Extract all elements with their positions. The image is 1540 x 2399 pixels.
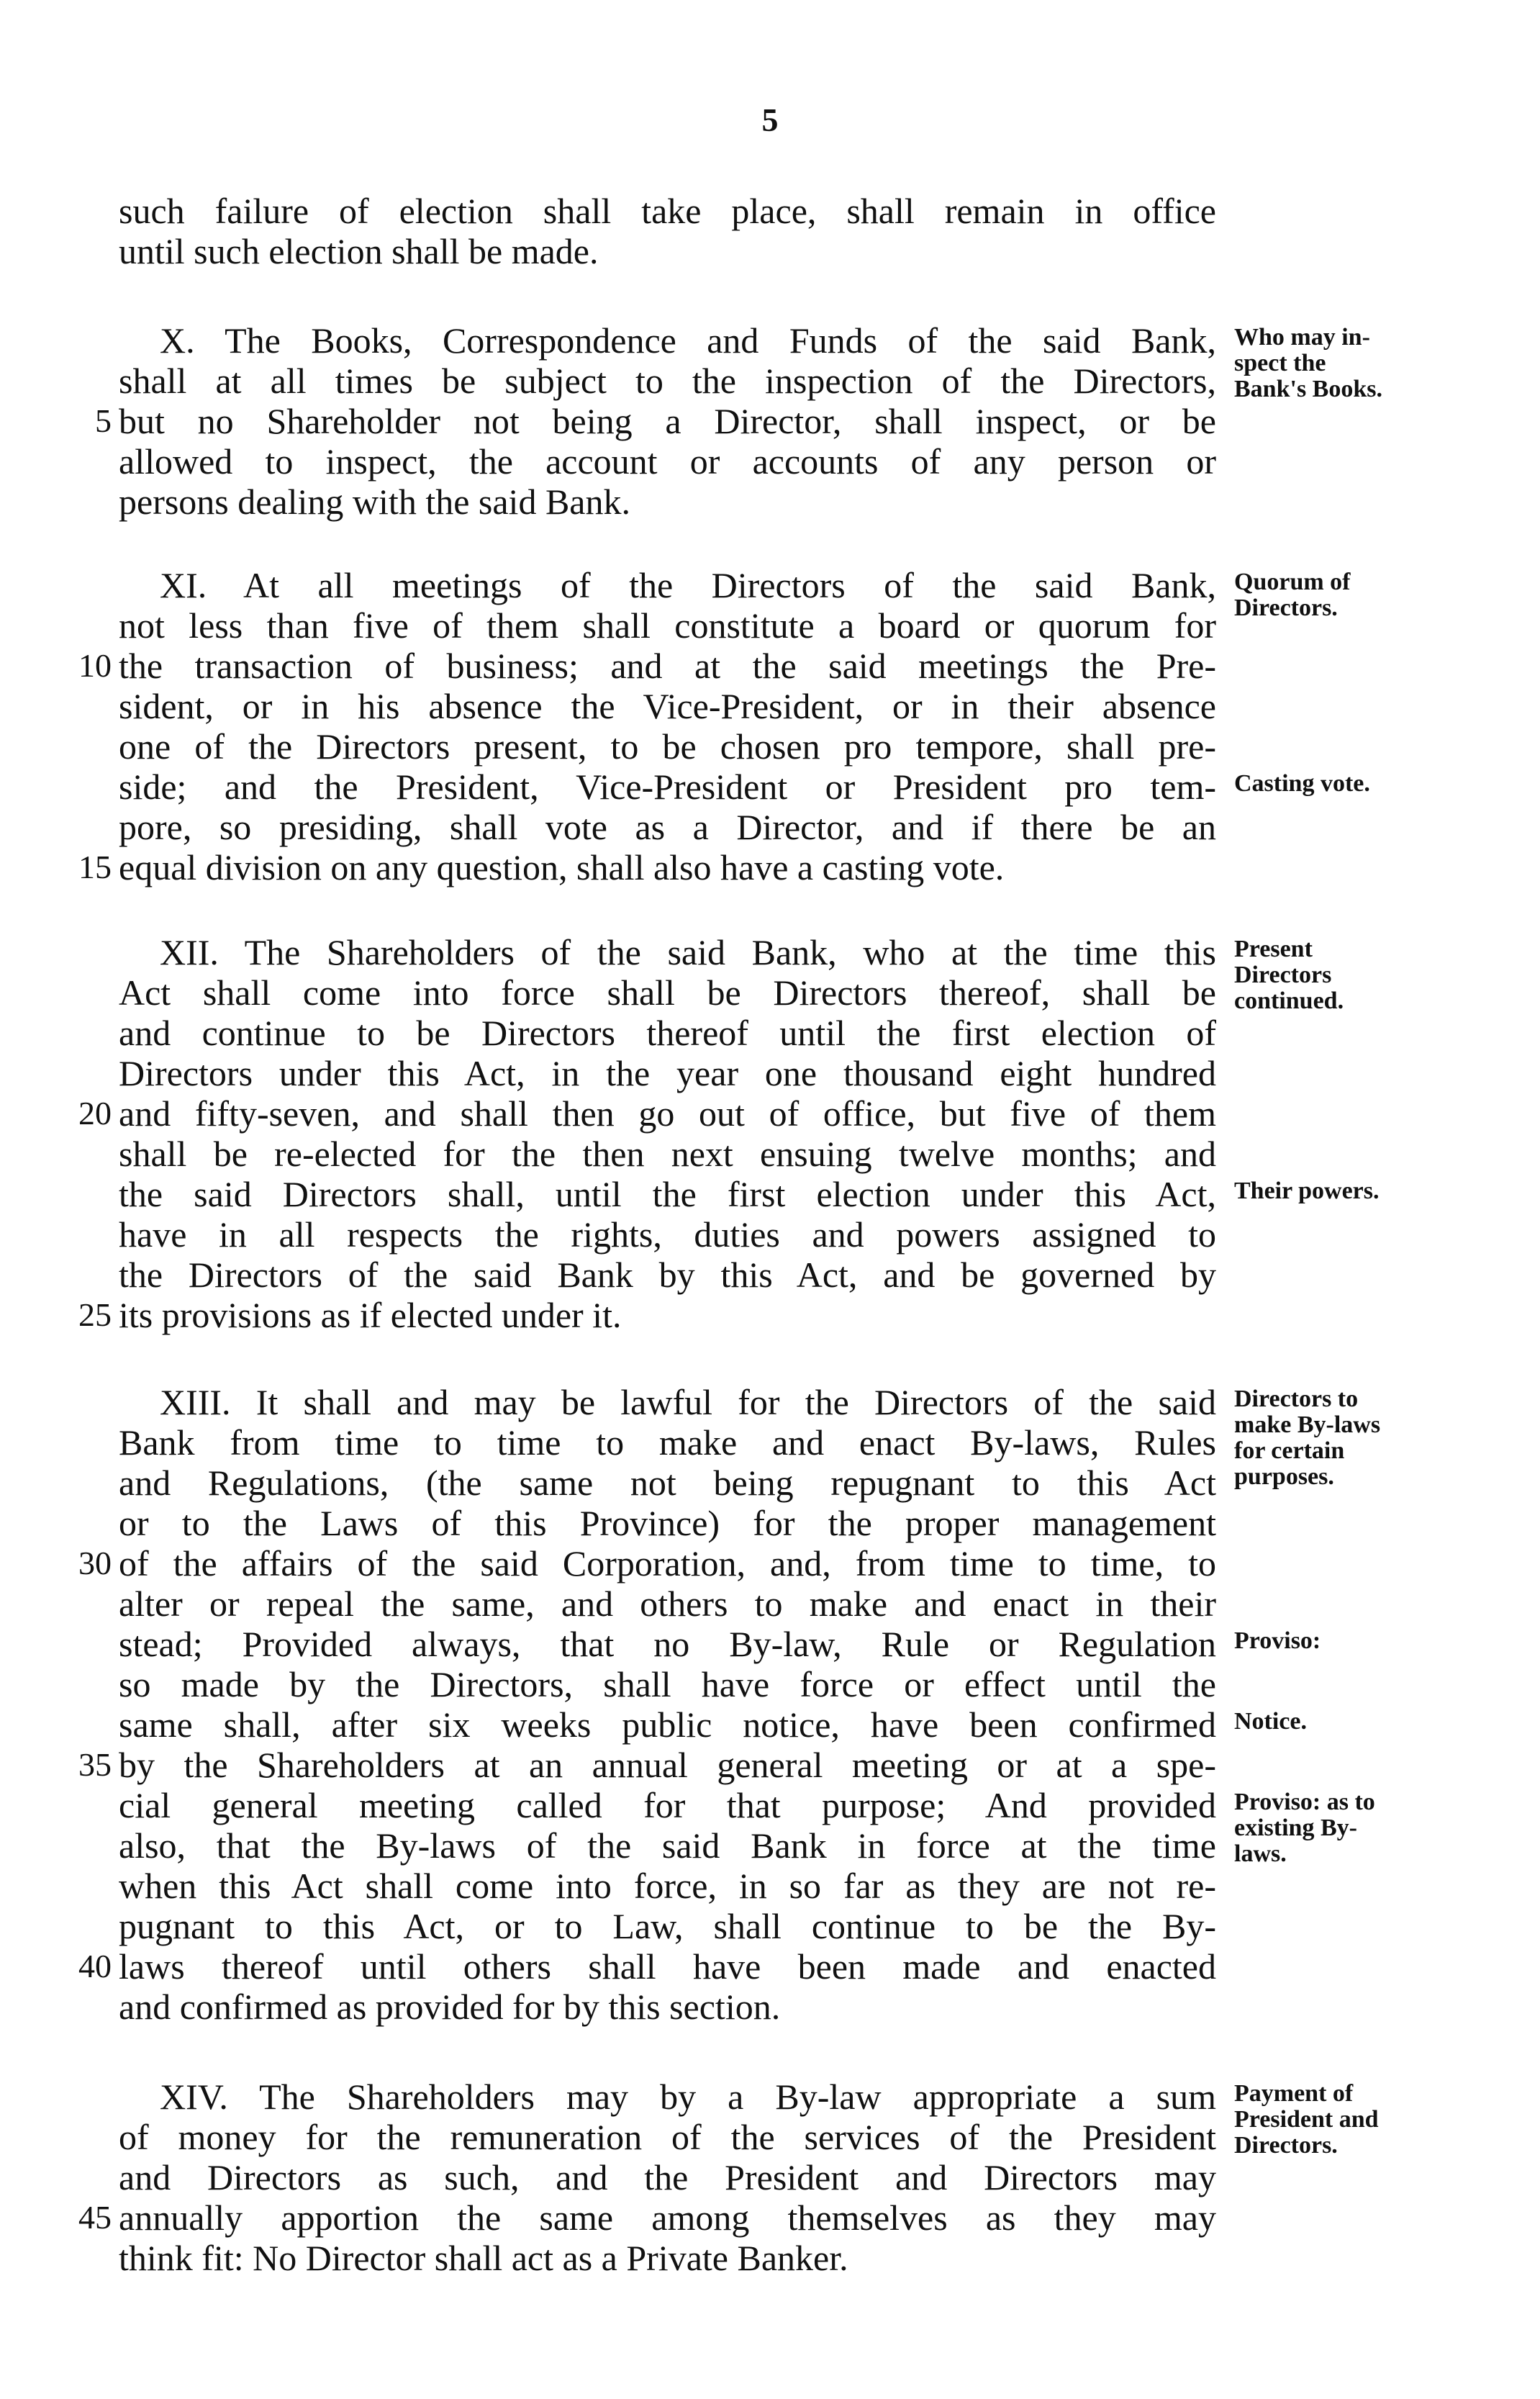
text-line: Directors under this Act, in the year one thousand eight hundred xyxy=(119,1053,1216,1093)
text-line: allowed to inspect, the account or accounts of any person or xyxy=(119,441,1216,482)
text-line: XI. At all meetings of the Directors of the said Bank, xyxy=(160,565,1216,605)
text-line: and confirmed as provided for by this section. xyxy=(119,1987,781,2027)
text-line: of money for the remuneration of the services of the President xyxy=(119,2117,1216,2157)
text-line: pore, so presiding, shall vote as a Director, and if there be an xyxy=(119,807,1216,847)
text-line: Bank from time to time to make and enact By-laws, Rules xyxy=(119,1422,1216,1463)
text-line: stead; Provided always, that no By-law, Rule or Regulation xyxy=(119,1624,1216,1664)
text-line: one of the Directors present, to be chosen pro tempore, shall pre- xyxy=(119,726,1216,767)
text-line: equal division on any question, shall also have a casting vote. xyxy=(119,847,1005,887)
margin-note: Casting vote. xyxy=(1234,770,1370,797)
text-line: laws thereof until others shall have been made and enacted xyxy=(119,1946,1216,1987)
line-number: 15 xyxy=(78,849,112,885)
text-line: until such election shall be made. xyxy=(119,231,599,271)
text-line: annually apportion the same among themselves as they may xyxy=(119,2197,1216,2238)
text-line: so made by the Directors, shall have force or effect until the xyxy=(119,1664,1216,1704)
margin-note: Their powers. xyxy=(1234,1178,1380,1204)
text-line: Act shall come into force shall be Directors thereof, shall be xyxy=(119,972,1216,1013)
line-number: 5 xyxy=(95,402,112,439)
text-line: persons dealing with the said Bank. xyxy=(119,482,630,522)
margin-note: Directors to make By-laws for certain purposes. xyxy=(1234,1386,1381,1490)
text-line: XIII. It shall and may be lawful for the Directors of the said xyxy=(160,1382,1216,1422)
text-line: shall at all times be subject to the inspection of the Directors, xyxy=(119,361,1216,401)
margin-note: Payment of President and Directors. xyxy=(1234,2080,1379,2159)
text-line: by the Shareholders at an annual general meeting or at a spe- xyxy=(119,1745,1216,1785)
line-number: 30 xyxy=(78,1545,112,1581)
text-line: the said Directors shall, until the first election under this Act, xyxy=(119,1174,1216,1214)
text-line: also, that the By-laws of the said Bank in force at the time xyxy=(119,1825,1216,1866)
text-line: side; and the President, Vice-President or President pro tem- xyxy=(119,767,1216,807)
text-line: of the affairs of the said Corporation, and, from time to time, to xyxy=(119,1543,1216,1583)
text-line: the transaction of business; and at the said meetings the Pre- xyxy=(119,646,1216,686)
margin-note: Proviso: xyxy=(1234,1627,1321,1654)
text-line: XIV. The Shareholders may by a By-law appropriate a sum xyxy=(160,2077,1216,2117)
text-line: and continue to be Directors thereof until the first election of xyxy=(119,1013,1216,1053)
text-line: alter or repeal the same, and others to make and enact in their xyxy=(119,1583,1216,1624)
text-line: cial general meeting called for that purpose; And provided xyxy=(119,1785,1216,1825)
text-line: such failure of election shall take place, shall remain in office xyxy=(119,191,1216,231)
text-line: when this Act shall come into force, in so far as they are not re- xyxy=(119,1866,1216,1906)
line-number: 10 xyxy=(78,647,112,684)
text-line: and Directors as such, and the President and Directors may xyxy=(119,2157,1216,2197)
line-number: 35 xyxy=(78,1746,112,1783)
margin-note: Notice. xyxy=(1234,1708,1308,1735)
text-line: its provisions as if elected under it. xyxy=(119,1295,622,1335)
text-line: X. The Books, Correspondence and Funds of the said Bank, xyxy=(160,320,1216,361)
text-line: pugnant to this Act, or to Law, shall continue to be the By- xyxy=(119,1906,1216,1946)
text-line: but no Shareholder not being a Director, shall inspect, or be xyxy=(119,401,1216,441)
text-line: the Directors of the said Bank by this Act, and be governed by xyxy=(119,1255,1216,1295)
text-line: XII. The Shareholders of the said Bank, who at the time this xyxy=(160,932,1216,972)
text-line: not less than five of them shall constitute a board or quorum for xyxy=(119,605,1216,646)
text-line: same shall, after six weeks public notice, have been confirmed xyxy=(119,1704,1216,1745)
text-line: sident, or in his absence the Vice-President, or in their absence xyxy=(119,686,1216,726)
margin-note: Who may in- spect the Bank's Books. xyxy=(1234,324,1382,402)
text-line: think fit: No Director shall act as a Private Banker. xyxy=(119,2238,848,2278)
margin-note: Quorum of Directors. xyxy=(1234,569,1351,621)
line-number: 45 xyxy=(78,2199,112,2236)
text-line: and fifty-seven, and shall then go out of office, but five of them xyxy=(119,1093,1216,1134)
line-number: 40 xyxy=(78,1948,112,1984)
margin-note: Proviso: as to existing By- laws. xyxy=(1234,1789,1375,1867)
text-line: shall be re-elected for the then next ensuing twelve months; and xyxy=(119,1134,1216,1174)
margin-note: Present Directors continued. xyxy=(1234,936,1344,1014)
text-line: have in all respects the rights, duties and powers assigned to xyxy=(119,1214,1216,1255)
page-number: 5 xyxy=(761,101,779,138)
text-line: or to the Laws of this Province) for the proper management xyxy=(119,1503,1216,1543)
text-line: and Regulations, (the same not being repugnant to this Act xyxy=(119,1463,1216,1503)
line-number: 20 xyxy=(78,1095,112,1131)
line-number: 25 xyxy=(78,1296,112,1333)
